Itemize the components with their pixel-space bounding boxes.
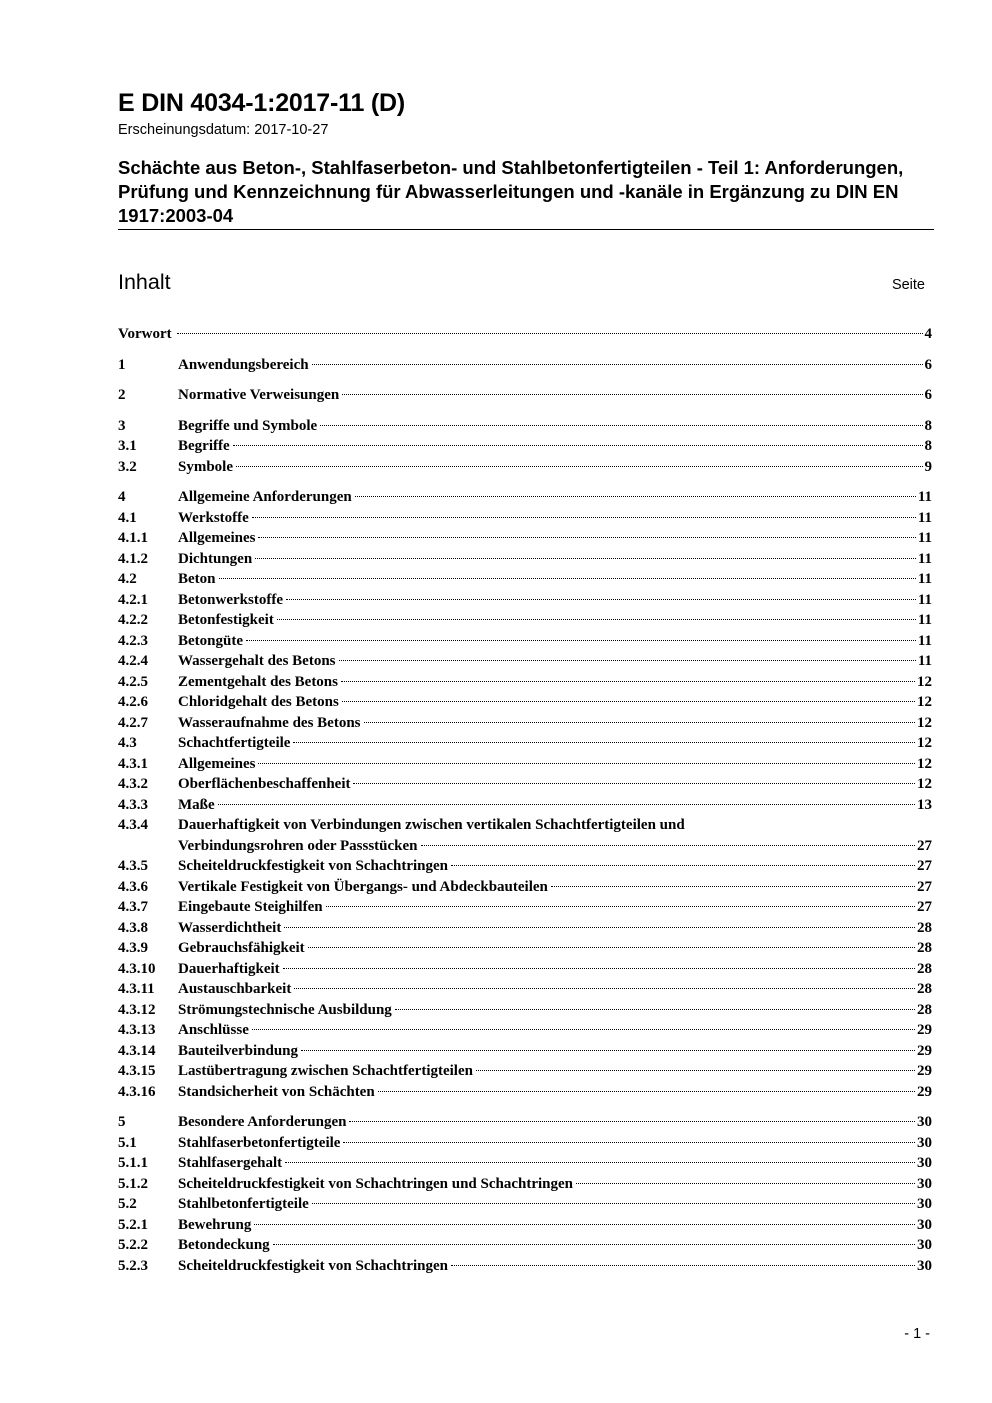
toc-dot-leader [339,660,916,661]
toc-dot-leader [293,742,915,743]
toc-entry-number: 4.3.1 [118,755,148,772]
toc-entry-number: 3.1 [118,438,137,454]
toc-dot-leader [355,496,916,497]
toc-entry[interactable] [118,1153,932,1174]
toc-dot-leader [258,537,915,538]
toc-entry-page: 11 [917,530,932,546]
toc-entry[interactable] [118,959,932,980]
toc-dot-leader [353,783,915,784]
toc-dot-leader [476,1070,915,1071]
toc-entry-title: Standsicherheit von Schächten [178,1083,375,1100]
toc-entry-number: 4.3.13 [118,1022,156,1038]
toc-entry[interactable] [118,457,932,478]
toc-entry-page: 28 [917,940,932,956]
toc-entry-number: 5.1 [118,1134,137,1151]
toc-entry-number: 5 [118,1114,126,1130]
toc-entry-title: Anwendungsbereich [178,356,309,373]
toc-entry-number: 4.3.16 [118,1083,156,1100]
toc-dot-leader [258,763,915,764]
toc-entry-page: 11 [917,550,932,567]
toc-entry-title: Wasseraufnahme des Betons [178,714,361,731]
toc-entry[interactable] [118,1235,932,1256]
toc-entry-title: Gebrauchsfähigkeit [178,940,305,956]
toc-entry[interactable] [118,897,932,918]
toc-entry-page: 12 [917,714,932,731]
toc-entry[interactable] [118,733,932,754]
toc-entry-page: 30 [917,1175,932,1192]
toc-entry-page: 29 [917,1042,932,1059]
toc-entry-number: 4.3.12 [118,1001,156,1018]
toc-dot-leader [294,988,915,989]
toc-entry-title: Schachtfertigteile [178,735,291,751]
toc-entry-page: 30 [917,1196,932,1212]
toc-entry[interactable] [118,713,932,734]
toc-entry[interactable] [118,1041,932,1062]
toc-entry-page: 11 [917,509,932,526]
toc-entry-page: 13 [917,796,932,813]
document-title: Schächte aus Beton-, Stahlfaserbeton- und Stahlbetonfertigteilen - Teil 1: Anforderungen, Prüfung und Kennzeichnung für Abwasserleitungen und -kanäle in Ergänzung zu DIN EN 1917:2003-04 [118,157,904,226]
toc-entry-number: 5.1.1 [118,1155,148,1171]
toc-entry[interactable] [118,774,932,795]
toc-entry-number: 4.3.7 [118,899,148,915]
toc-dot-leader [283,968,915,969]
toc-entry[interactable] [118,692,932,713]
table-of-contents [118,324,932,1276]
page-column-label: Seite [891,277,925,293]
toc-entry[interactable] [118,436,932,457]
toc-entry-page: 8 [924,438,932,454]
toc-entry[interactable] [118,610,932,631]
toc-entry-number: 4.3.15 [118,1063,156,1079]
publication-date: Erscheinungsdatum: 2017-10-27 [118,122,329,138]
toc-dot-leader [451,865,915,866]
toc-entry-page: 6 [924,356,932,373]
toc-entry[interactable] [118,569,932,590]
toc-entry-title: Austauschbarkeit [178,981,292,997]
toc-entry-number: 5.2.2 [118,1237,148,1253]
page-number: - 1 - [904,1326,930,1342]
toc-entry-page: 11 [917,571,932,587]
toc-entry-number: 4.3 [118,735,137,751]
toc-entry[interactable] [118,590,932,611]
toc-entry-page: 8 [924,417,932,434]
toc-heading: Inhalt [118,270,171,294]
document-id: E DIN 4034-1:2017-11 (D) [118,89,406,117]
toc-entry-title: Stahlfasergehalt [178,1155,283,1171]
toc-entry-number: 4.1.1 [118,530,148,546]
toc-entry-page: 27 [917,899,932,915]
toc-dot-leader [252,517,916,518]
toc-entry-title: Stahlfaserbetonfertigteile [178,1134,341,1151]
toc-entry-title: Chloridgehalt des Betons [178,694,339,710]
toc-entry-title: Betondeckung [178,1237,270,1253]
toc-entry-title: Lastübertragung zwischen Schachtfertigteilen [178,1063,473,1079]
toc-entry-number: 4.2.7 [118,714,148,731]
toc-entry-title: Betongüte [178,632,243,649]
toc-entry-number: 5.2.3 [118,1257,148,1274]
toc-dot-leader [254,1224,915,1225]
toc-entry-number: 4.2 [118,571,137,587]
toc-entry-page: 12 [917,673,932,690]
toc-entry[interactable] [118,528,932,549]
toc-dot-leader [285,1162,915,1163]
toc-entry-title: Eingebaute Steighilfen [178,899,323,915]
toc-dot-leader [343,1142,915,1143]
toc-entry-number: 4.3.2 [118,776,148,792]
toc-entry-page: 12 [917,776,932,792]
toc-entry-page: 28 [917,1001,932,1018]
toc-entry-number: 4.3.6 [118,878,148,895]
toc-entry[interactable] [118,1215,932,1236]
toc-entry-number: 5.2 [118,1196,137,1212]
toc-dot-leader [277,619,916,620]
toc-entry-number: 4.2.4 [118,653,148,669]
toc-dot-leader [349,1121,915,1122]
toc-entry-number: 4.2.6 [118,694,148,710]
toc-entry-number: 3 [118,417,126,434]
toc-entry-page: 6 [924,387,932,403]
toc-entry[interactable] [118,672,932,693]
toc-entry-title: Wassergehalt des Betons [178,653,336,669]
toc-dot-leader [326,906,915,907]
toc-entry-title: Bauteilverbindung [178,1042,299,1059]
toc-entry-number: 4 [118,489,126,505]
toc-entry[interactable] [118,487,932,508]
toc-entry[interactable] [118,355,932,376]
toc-entry[interactable] [118,1112,932,1133]
toc-dot-leader [342,701,915,702]
toc-entry[interactable] [118,508,932,529]
toc-entry-title: Dauerhaftigkeit [178,960,280,977]
toc-dot-leader [451,1265,915,1266]
toc-dot-leader [218,804,915,805]
toc-entry-title: Besondere Anforderungen [178,1114,347,1130]
toc-entry[interactable] [118,1256,932,1277]
toc-entry-number: Vorwort [118,326,172,342]
toc-entry-number: 4.3.14 [118,1042,156,1059]
toc-entry-number: 4.3.9 [118,940,148,956]
toc-entry-title: Begriffe [178,438,230,454]
toc-dot-leader [286,599,916,600]
toc-dot-leader [284,927,915,928]
toc-entry-page: 28 [917,981,932,997]
toc-entry-title: Allgemeines [178,755,256,772]
toc-entry-page: 30 [917,1114,932,1130]
toc-entry-title: Vertikale Festigkeit von Übergangs- und Abdeckbauteilen [178,878,548,895]
toc-entry-title: Beton [178,571,216,587]
toc-entry[interactable] [118,877,932,898]
toc-entry-title: Begriffe und Symbole [178,417,318,434]
toc-dot-leader [320,425,922,426]
toc-entry[interactable] [118,979,932,1000]
toc-dot-leader [395,1009,915,1010]
toc-entry-page: 28 [917,919,932,936]
toc-entry-number: 4.3.5 [118,858,148,874]
toc-dot-leader [378,1091,915,1092]
toc-entry-page: 29 [917,1022,932,1038]
toc-entry-title-first-line: Dauerhaftigkeit von Verbindungen zwischen vertikalen Schachtfertigteilen und [178,817,685,833]
toc-entry-title: Bewehrung [178,1216,252,1233]
toc-dot-leader [342,394,922,395]
toc-entry[interactable] [118,385,932,406]
toc-dot-leader [246,640,916,641]
toc-entry-title: Werkstoffe [178,509,249,526]
toc-entry-title: Allgemeine Anforderungen [178,489,352,505]
toc-entry-number: 4.2.5 [118,673,148,690]
toc-dot-leader [551,886,915,887]
toc-entry[interactable] [118,631,932,652]
toc-entry-title: Allgemeines [178,530,256,546]
toc-entry[interactable] [118,1082,932,1103]
toc-entry[interactable] [118,1174,932,1195]
toc-entry-title: Stahlbetonfertigteile [178,1196,309,1212]
toc-entry[interactable] [118,938,932,959]
toc-entry-title: Oberflächenbeschaffenheit [178,776,351,792]
toc-entry-title: Dichtungen [178,550,253,567]
toc-entry-page: 30 [917,1216,932,1233]
toc-entry-page: 11 [917,489,932,505]
toc-entry-title: Strömungstechnische Ausbildung [178,1001,392,1018]
toc-dot-leader [312,1203,915,1204]
toc-entry-title: Betonfestigkeit [178,612,274,628]
toc-entry-title: Verbindungsrohren oder Passstücken [178,837,418,854]
toc-entry-number: 5.2.1 [118,1216,148,1233]
toc-entry-number: 4.2.1 [118,591,148,608]
toc-entry[interactable] [118,1194,932,1215]
toc-entry-title: Scheiteldruckfestigkeit von Schachtringen [178,858,448,874]
toc-entry[interactable] [118,815,932,856]
toc-entry-number: 4.3.11 [118,981,155,997]
toc-entry-page: 30 [917,1134,932,1151]
toc-entry-number: 3.2 [118,458,137,475]
toc-entry-title: Zementgehalt des Betons [178,673,338,690]
toc-entry-page: 30 [917,1257,932,1274]
toc-entry-page: 30 [917,1237,932,1253]
toc-entry-number: 4.1 [118,509,137,526]
toc-entry-number: 2 [118,387,126,403]
toc-dot-leader [236,466,922,467]
toc-dot-leader [219,578,916,579]
toc-dot-leader [421,845,915,846]
toc-entry-number: 4.3.8 [118,919,148,936]
toc-entry-page: 27 [917,858,932,874]
toc-dot-leader [364,722,915,723]
toc-entry-page: 11 [917,591,932,608]
toc-entry[interactable] [118,754,932,775]
toc-entry-page: 12 [917,735,932,751]
toc-entry-page: 11 [917,612,932,628]
toc-entry[interactable] [118,324,932,345]
toc-entry-number: 4.2.2 [118,612,148,628]
title-divider [118,229,934,230]
toc-entry[interactable] [118,795,932,816]
toc-entry-title: Betonwerkstoffe [178,591,283,608]
toc-entry-page: 29 [917,1083,932,1100]
toc-entry-page: 4 [924,326,932,342]
toc-entry-page: 12 [917,755,932,772]
toc-entry-number: 4.2.3 [118,632,148,649]
toc-dot-leader [308,947,915,948]
toc-entry-page: 11 [917,653,932,669]
toc-entry-number: 4.3.3 [118,796,148,813]
toc-entry[interactable] [118,1020,932,1041]
toc-entry-title: Symbole [178,458,234,475]
toc-entry-number: 4.3.10 [118,960,156,977]
toc-entry-number: 4.3.4 [118,817,148,833]
toc-dot-leader [341,681,915,682]
toc-entry[interactable] [118,1061,932,1082]
toc-entry-title: Anschlüsse [178,1022,249,1038]
toc-entry-page: 11 [917,632,932,649]
toc-dot-leader [255,558,916,559]
toc-entry-title: Scheiteldruckfestigkeit von Schachtringen und Schachtringen [178,1175,574,1192]
toc-entry[interactable] [118,1000,932,1021]
toc-dot-leader [233,445,923,446]
toc-entry-title: Scheiteldruckfestigkeit von Schachtringen [178,1257,448,1274]
toc-entry-page: 29 [917,1063,932,1079]
toc-dot-leader [576,1183,915,1184]
toc-dot-leader [252,1029,915,1030]
toc-entry-page: 27 [917,878,932,895]
toc-dot-leader [273,1244,915,1245]
toc-entry[interactable] [118,918,932,939]
toc-entry-page: 12 [917,694,932,710]
toc-entry[interactable] [118,651,932,672]
toc-entry[interactable] [118,549,932,570]
toc-entry[interactable] [118,1133,932,1154]
toc-entry-number: 4.1.2 [118,550,148,567]
toc-entry-number: 1 [118,356,126,373]
toc-entry-title: Wasserdichtheit [178,919,282,936]
toc-entry-number: 5.1.2 [118,1175,148,1192]
toc-entry-title: Normative Verweisungen [178,387,340,403]
toc-entry[interactable] [118,416,932,437]
toc-dot-leader [301,1050,915,1051]
toc-entry-page: 27 [917,837,932,854]
toc-entry-page: 28 [917,960,932,977]
toc-dot-leader [177,333,923,334]
toc-entry-page: 30 [917,1155,932,1171]
toc-entry-page: 9 [924,458,932,475]
toc-dot-leader [312,364,923,365]
toc-entry[interactable] [118,856,932,877]
toc-entry-title: Maße [178,796,215,813]
